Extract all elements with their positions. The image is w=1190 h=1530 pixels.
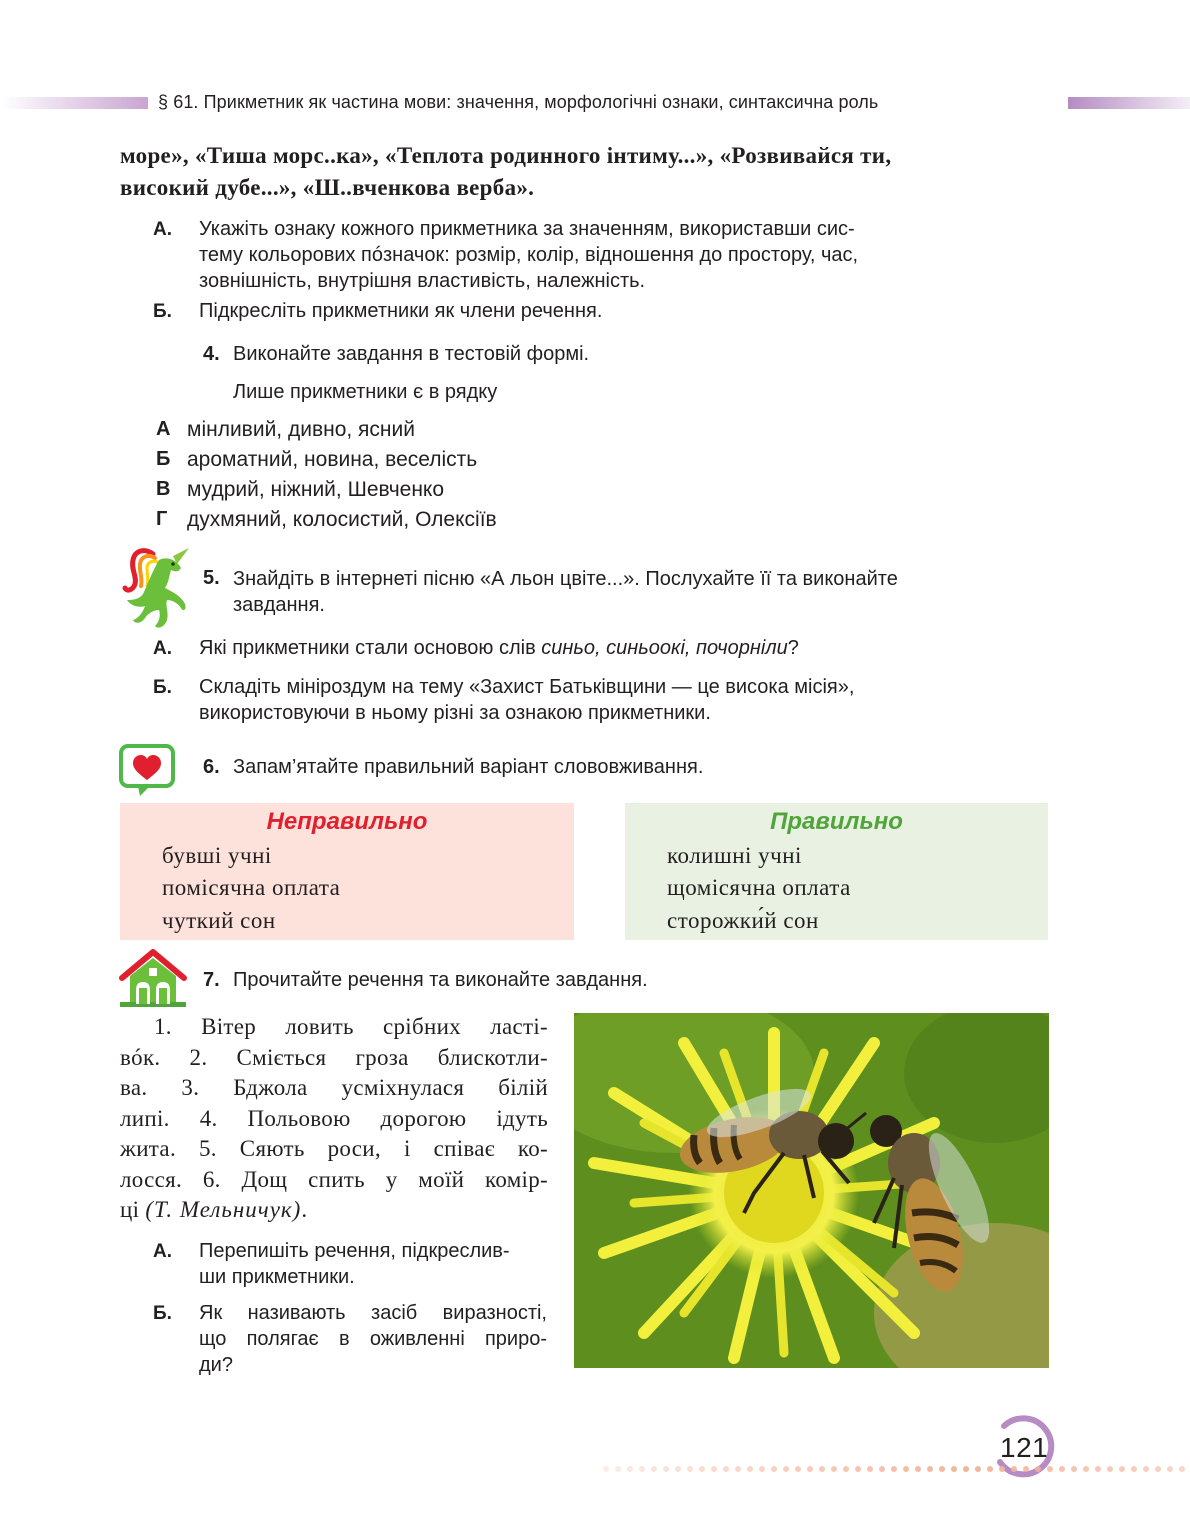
quote-line-2: високий дубе...», «Ш..вченкова верба». bbox=[120, 175, 535, 200]
task4-number: 4. bbox=[203, 343, 220, 365]
task5-a-letter: А. bbox=[153, 638, 172, 659]
heart-chat-icon bbox=[118, 743, 176, 797]
footer-dot bbox=[1107, 1466, 1113, 1472]
task7-a-line: Перепишіть речення, підкреслив- bbox=[199, 1240, 510, 1262]
option-text: мінливий, дивно, ясний bbox=[187, 418, 415, 441]
footer-dot bbox=[987, 1466, 993, 1472]
footer-dot bbox=[867, 1466, 873, 1472]
footer-dot bbox=[651, 1466, 657, 1472]
option-letter: Б bbox=[156, 448, 171, 470]
footer-dot bbox=[1023, 1466, 1029, 1472]
footer-dot bbox=[711, 1466, 717, 1472]
footer-dot bbox=[1083, 1466, 1089, 1472]
task7-number: 7. bbox=[203, 969, 220, 991]
right-item: колишні учні bbox=[667, 843, 802, 868]
task5-line: завдання. bbox=[233, 594, 325, 616]
task7-b-line: ди? bbox=[199, 1354, 233, 1376]
option-text: ароматний, новина, веселість bbox=[187, 448, 478, 471]
poem-last-start: ці bbox=[120, 1197, 146, 1222]
footer-dot bbox=[843, 1466, 849, 1472]
footer-dot bbox=[1047, 1466, 1053, 1472]
footer-dot bbox=[627, 1466, 633, 1472]
footer-dot bbox=[723, 1466, 729, 1472]
task7-b-text bbox=[199, 1300, 547, 1378]
wrong-item: чуткий сон bbox=[162, 908, 276, 933]
option-letter: Г bbox=[156, 508, 168, 530]
footer-dot bbox=[795, 1466, 801, 1472]
footer-dot bbox=[951, 1466, 957, 1472]
header-decor-left bbox=[0, 97, 148, 109]
footer-dot bbox=[903, 1466, 909, 1472]
right-item: сторожки́й сон bbox=[667, 908, 819, 933]
task7-b-letter: Б. bbox=[153, 1303, 172, 1324]
task7-b-line: Як називають засіб виразності, bbox=[199, 1302, 547, 1324]
quote-line-1: море», «Тиша морс..ка», «Теплота родинного інтиму...», «Розвивайся ти, bbox=[120, 143, 892, 168]
page-number: 121 bbox=[1000, 1432, 1049, 1463]
task6-number: 6. bbox=[203, 756, 220, 778]
task7-a-letter: А. bbox=[153, 1241, 172, 1262]
task5-b-line: використовуючи в ньому різні за ознакою прикметники. bbox=[199, 702, 711, 724]
footer-dot bbox=[771, 1466, 777, 1472]
task7-title: Прочитайте речення та виконайте завдання. bbox=[233, 969, 648, 991]
poem-line: 1. Вітер ловить срібних ласті- bbox=[154, 1014, 548, 1039]
footer-dot bbox=[855, 1466, 861, 1472]
footer-dot bbox=[735, 1466, 741, 1472]
footer-dot bbox=[831, 1466, 837, 1472]
footer-dot bbox=[891, 1466, 897, 1472]
footer-dot bbox=[975, 1466, 981, 1472]
option-letter: В bbox=[156, 478, 171, 500]
footer-dot bbox=[759, 1466, 765, 1472]
task5-a-post: ? bbox=[787, 637, 799, 659]
footer-dot bbox=[1035, 1466, 1041, 1472]
home-icon bbox=[118, 948, 188, 1008]
footer-dot bbox=[999, 1466, 1005, 1472]
footer-dot bbox=[1119, 1466, 1125, 1472]
footer-dot bbox=[963, 1466, 969, 1472]
footer-dot bbox=[1143, 1466, 1149, 1472]
option-text: мудрий, ніжний, Шевченко bbox=[187, 478, 445, 501]
wrong-item: помісячна оплата bbox=[162, 875, 341, 900]
poem-line: жита. 5. Сяють роси, і співає ко- bbox=[120, 1136, 548, 1161]
footer-dot bbox=[819, 1466, 825, 1472]
wrong-usage-box bbox=[120, 803, 574, 940]
task5-a-italic: синьо, синьоокі, почорніли bbox=[541, 637, 788, 659]
section-title: § 61. Прикметник як частина мови: значення, морфологічні ознаки, синтаксична роль bbox=[158, 92, 879, 112]
footer-dot bbox=[687, 1466, 693, 1472]
footer-dot bbox=[1131, 1466, 1137, 1472]
option-letter: А bbox=[156, 418, 171, 440]
task7-a-text bbox=[199, 1238, 510, 1290]
poem-line: липі. 4. Польовою дорогою ідуть bbox=[120, 1105, 548, 1131]
footer-dot bbox=[1167, 1466, 1173, 1472]
task6-title: Запам’ятайте правильний варіант слововживання. bbox=[233, 756, 704, 778]
footer-dot bbox=[1071, 1466, 1077, 1472]
task3-b-text: Підкресліть прикметники як члени речення. bbox=[199, 300, 603, 322]
footer-dot bbox=[615, 1466, 621, 1472]
poem-last-end: . bbox=[301, 1197, 308, 1222]
wrong-item: бувші учні bbox=[162, 843, 272, 868]
footer-dot bbox=[663, 1466, 669, 1472]
right-item: щомісячна оплата bbox=[667, 875, 851, 900]
bee-dandelion-photo bbox=[574, 1013, 1049, 1368]
task5-number: 5. bbox=[203, 567, 220, 589]
task5-line: Знайдіть в інтернеті пісню «А льон цвіте...». Послухайте її та виконайте bbox=[233, 568, 898, 590]
footer-dot bbox=[939, 1466, 945, 1472]
footer-dots bbox=[600, 1460, 1190, 1468]
task5-b-letter: Б. bbox=[153, 677, 172, 698]
footer-dot bbox=[675, 1466, 681, 1472]
right-header: Правильно bbox=[770, 808, 903, 835]
task7-b-line: що полягає в оживленні приро- bbox=[199, 1328, 547, 1350]
task4-question: Лише прикметники є в рядку bbox=[233, 381, 498, 403]
task4-title: Виконайте завдання в тестовій формі. bbox=[233, 343, 590, 365]
footer-dot bbox=[1011, 1466, 1017, 1472]
footer-dot bbox=[1095, 1466, 1101, 1472]
right-usage-box bbox=[625, 803, 1048, 940]
unicorn-icon bbox=[117, 546, 197, 632]
footer-dot bbox=[747, 1466, 753, 1472]
poem-author: (Т. Мельничук) bbox=[145, 1197, 302, 1222]
task5-b-line: Складіть мініроздум на тему «Захист Батьківщини — це висока місія», bbox=[199, 676, 855, 698]
footer-dot bbox=[879, 1466, 885, 1472]
footer-dot bbox=[1155, 1466, 1161, 1472]
task7-a-line: ши прикметники. bbox=[199, 1266, 355, 1288]
option-text: духмяний, колосистий, Олексіїв bbox=[187, 508, 497, 531]
footer-dot bbox=[927, 1466, 933, 1472]
wrong-header: Неправильно bbox=[266, 808, 428, 835]
task3-a-letter: А. bbox=[153, 219, 172, 240]
task3-a-line: тему кольорових пóзначок: розмір, колір, відношення до простору, час, bbox=[199, 244, 859, 266]
task5-a-pre: Які прикметники стали основою слів bbox=[199, 637, 542, 659]
task5-a-text bbox=[199, 635, 799, 661]
footer-dot bbox=[1179, 1466, 1185, 1472]
task5-text bbox=[233, 566, 898, 618]
task5-b-text bbox=[199, 674, 854, 726]
task7-poem bbox=[120, 1012, 548, 1226]
poem-line: вóк. 2. Сміється гроза блискотли- bbox=[120, 1044, 548, 1070]
footer-dot bbox=[807, 1466, 813, 1472]
header-decor-right bbox=[1068, 97, 1190, 109]
task3-a-text bbox=[199, 216, 858, 294]
poem-line: ва. 3. Бджола усміхнулася білій bbox=[120, 1075, 548, 1100]
footer-dot bbox=[699, 1466, 705, 1472]
task3-a-line: зовнішність, внутрішня властивість, належність. bbox=[199, 270, 646, 292]
footer-dot bbox=[603, 1466, 609, 1472]
task3-b-letter: Б. bbox=[153, 301, 172, 322]
poem-line: лосся. 6. Дощ спить у моїй комір- bbox=[120, 1166, 548, 1192]
footer-dot bbox=[639, 1466, 645, 1472]
footer-dot bbox=[1059, 1466, 1065, 1472]
poem-line bbox=[120, 1195, 548, 1226]
footer-dot bbox=[783, 1466, 789, 1472]
footer-dot bbox=[915, 1466, 921, 1472]
task3-a-line: Укажіть ознаку кожного прикметника за значенням, використавши сис- bbox=[199, 218, 855, 240]
